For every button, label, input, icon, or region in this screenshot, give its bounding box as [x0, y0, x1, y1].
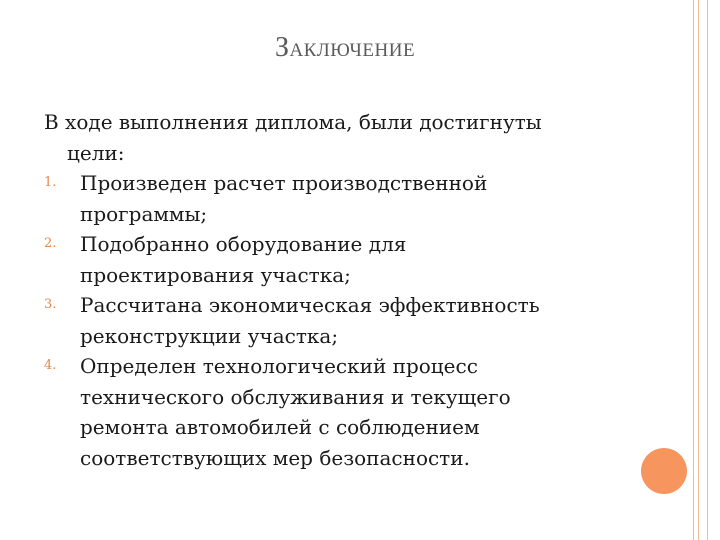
intro-line-2: цели:: [67, 140, 125, 165]
list-item: [44, 229, 644, 290]
list-item-line: Определен технологический процесс: [80, 354, 478, 378]
list-item-line: проектирования участка;: [80, 262, 351, 287]
list-item-number: 2.: [44, 236, 57, 251]
list-item-line: Рассчитана экономическая эффективность: [80, 293, 540, 317]
title-first-letter: З: [274, 32, 290, 63]
right-border-line-1: [693, 0, 694, 540]
list-item-line: соответствующих мер безопасности.: [80, 445, 470, 470]
right-border-line-3: [707, 0, 708, 540]
list-item-number: 3.: [44, 297, 57, 312]
right-border-line-2: [698, 0, 699, 540]
goals-list: [44, 168, 644, 473]
list-item: [44, 290, 644, 351]
intro-line-1: В ходе выполнения диплома, были достигнуты: [44, 110, 542, 134]
decorative-circle: [641, 448, 687, 494]
list-item-number: 4.: [44, 358, 57, 373]
intro-text: [44, 107, 644, 168]
list-item: [44, 168, 644, 229]
list-item: [44, 351, 644, 473]
list-item-line: программы;: [80, 201, 208, 226]
list-item-number: 1.: [44, 175, 57, 190]
slide-title: [0, 32, 690, 64]
list-item-line: технического обслуживания и текущего: [80, 384, 511, 409]
list-item-line: реконструкции участка;: [80, 323, 339, 348]
list-item-line: ремонта автомобилей с соблюдением: [80, 415, 480, 439]
slide-body: [44, 107, 644, 473]
title-rest: АКЛЮЧЕНИЕ: [289, 40, 416, 61]
list-item-line: Произведен расчет производственной: [80, 171, 488, 195]
list-item-line: Подобранно оборудование для: [80, 232, 407, 256]
